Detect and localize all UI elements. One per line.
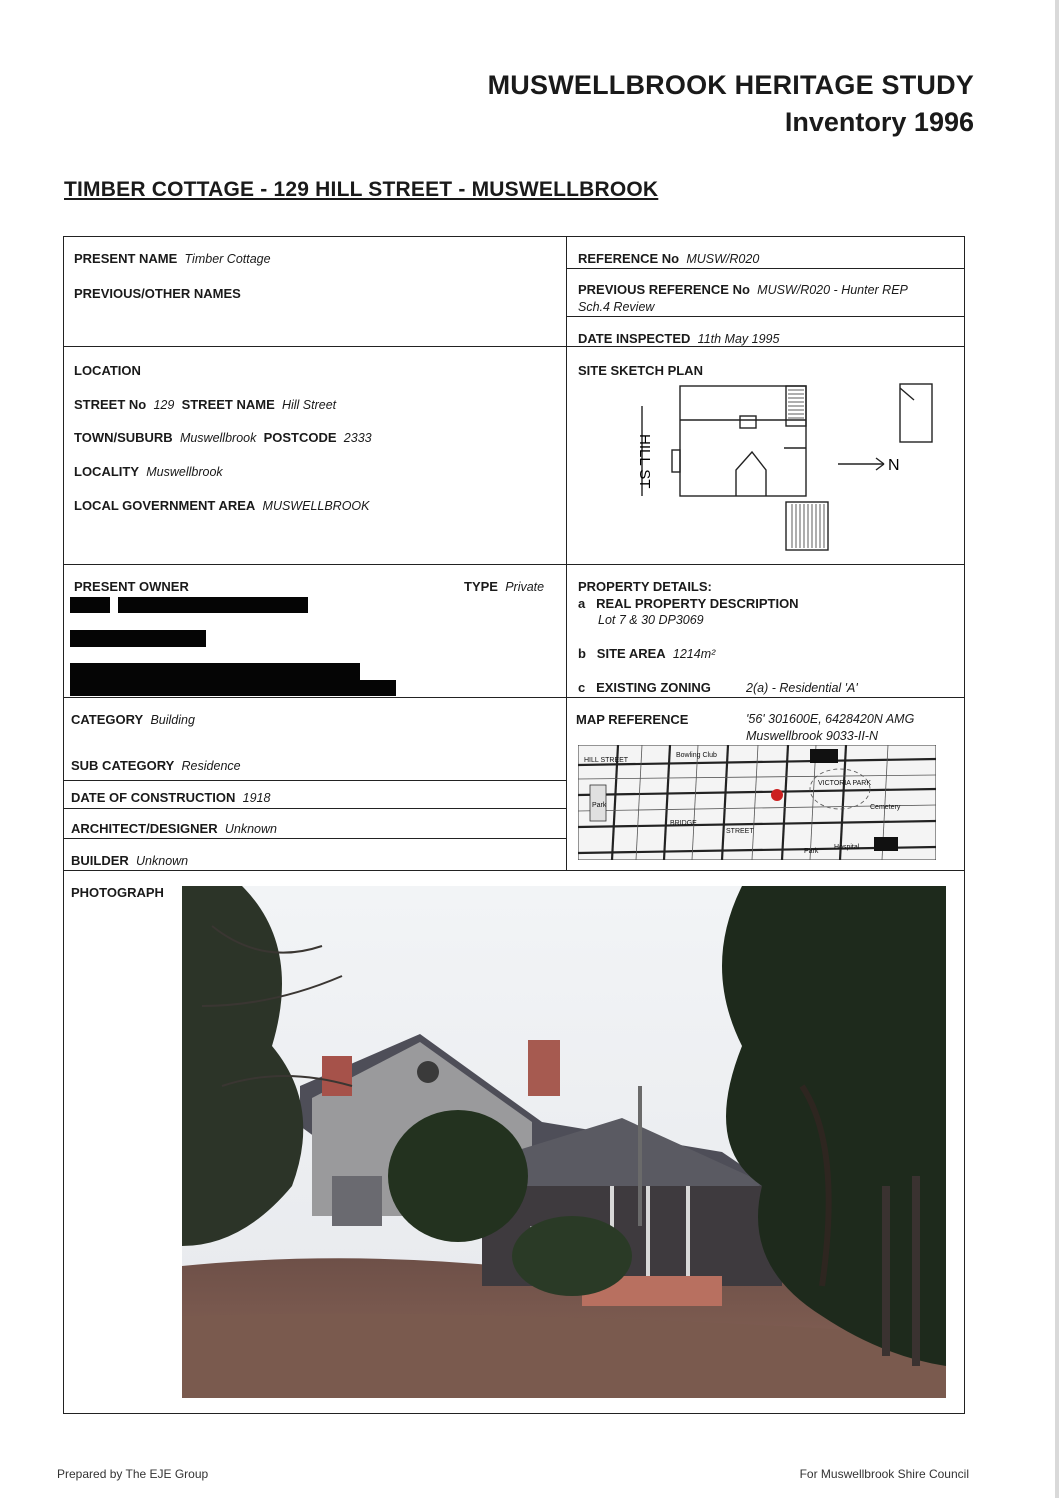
house-photograph bbox=[182, 886, 946, 1398]
photograph-label: PHOTOGRAPH bbox=[71, 885, 164, 900]
present-name-value: Timber Cottage bbox=[184, 252, 271, 266]
rule bbox=[63, 870, 965, 871]
builder-label: BUILDER bbox=[71, 853, 129, 868]
previous-reference-label: PREVIOUS REFERENCE No bbox=[578, 282, 750, 297]
redaction-bar bbox=[70, 630, 206, 647]
redaction-bar bbox=[70, 680, 396, 696]
previous-names-label: PREVIOUS/OTHER NAMES bbox=[74, 286, 241, 301]
map-label: Park bbox=[592, 802, 607, 809]
footer-for-council: For Muswellbrook Shire Council bbox=[799, 1467, 969, 1481]
sub-category-label: SUB CATEGORY bbox=[71, 758, 175, 773]
street-field bbox=[74, 397, 336, 412]
map-label: Park bbox=[804, 848, 819, 855]
reference-field bbox=[578, 251, 759, 266]
builder-value: Unknown bbox=[136, 854, 189, 868]
rule bbox=[63, 697, 965, 698]
sketch-north-label: N bbox=[888, 457, 900, 474]
site-area-field bbox=[578, 646, 715, 661]
page-edge-shadow bbox=[1055, 0, 1059, 1498]
locality-field bbox=[74, 464, 223, 479]
zoning-value: 2(a) - Residential 'A' bbox=[746, 681, 858, 695]
architect-label: ARCHITECT/DESIGNER bbox=[71, 821, 218, 836]
postcode-label: POSTCODE bbox=[263, 430, 337, 445]
zoning-label: EXISTING ZONING bbox=[596, 680, 711, 695]
site-area-value: 1214m² bbox=[672, 647, 716, 661]
date-inspected-value: 11th May 1995 bbox=[697, 332, 780, 346]
zoning-field bbox=[578, 680, 711, 695]
site-sketch-plan bbox=[614, 378, 954, 556]
map-reference-value-1: '56' 301600E, 6428420N AMG bbox=[746, 712, 915, 726]
town-field bbox=[74, 430, 372, 445]
date-inspected-label: DATE INSPECTED bbox=[578, 331, 691, 346]
rule bbox=[63, 808, 566, 809]
site-sketch-label: SITE SKETCH PLAN bbox=[578, 363, 703, 378]
architect-field bbox=[71, 821, 277, 836]
rule bbox=[63, 346, 566, 347]
previous-reference-value-line2: Sch.4 Review bbox=[578, 300, 655, 314]
redaction-bar bbox=[70, 663, 360, 680]
date-construction-label: DATE OF CONSTRUCTION bbox=[71, 790, 236, 805]
map-label: HILL STREET bbox=[584, 757, 629, 764]
street-no-value: 129 bbox=[153, 398, 175, 412]
map-label: STREET bbox=[726, 828, 754, 835]
date-construction-value: 1918 bbox=[242, 791, 271, 805]
builder-field bbox=[71, 853, 188, 868]
present-name-field bbox=[74, 251, 271, 266]
location-map bbox=[578, 745, 936, 860]
map-label: Bowling Club bbox=[676, 752, 717, 759]
lga-value: MUSWELLBROOK bbox=[262, 499, 370, 513]
map-label: Cemetery bbox=[870, 804, 901, 811]
sketch-street-label: HILL ST bbox=[636, 434, 653, 489]
architect-value: Unknown bbox=[224, 822, 277, 836]
date-construction-field bbox=[71, 790, 270, 805]
real-property-letter: a bbox=[578, 596, 586, 611]
category-label: CATEGORY bbox=[71, 712, 144, 727]
rule bbox=[566, 268, 965, 269]
locality-label: LOCALITY bbox=[74, 464, 139, 479]
present-owner-label: PRESENT OWNER bbox=[74, 579, 189, 594]
rule bbox=[63, 564, 965, 565]
rule bbox=[566, 346, 965, 347]
inventory-year: Inventory 1996 bbox=[784, 107, 974, 137]
owner-type-label: TYPE bbox=[464, 579, 498, 594]
document-title: TIMBER COTTAGE - 129 HILL STREET - MUSWELLBROOK bbox=[64, 178, 659, 201]
map-label: Hospital bbox=[834, 844, 860, 851]
lga-label: LOCAL GOVERNMENT AREA bbox=[74, 498, 256, 513]
rule bbox=[63, 780, 566, 781]
site-area-letter: b bbox=[578, 646, 586, 661]
real-property-field bbox=[578, 596, 799, 611]
reference-label: REFERENCE No bbox=[578, 251, 680, 266]
street-no-label: STREET No bbox=[74, 397, 147, 412]
real-property-value: Lot 7 & 30 DP3069 bbox=[598, 613, 704, 627]
previous-reference-field bbox=[578, 282, 908, 297]
location-heading: LOCATION bbox=[74, 363, 141, 378]
column-divider bbox=[566, 236, 567, 870]
map-reference-label: MAP REFERENCE bbox=[576, 712, 689, 727]
rule bbox=[566, 316, 965, 317]
locality-value: Muswellbrook bbox=[146, 465, 223, 479]
postcode-value: 2333 bbox=[343, 431, 372, 445]
map-label: BRIDGE bbox=[670, 820, 697, 827]
date-inspected-field bbox=[578, 331, 779, 346]
street-name-label: STREET NAME bbox=[181, 397, 275, 412]
category-value: Building bbox=[150, 713, 195, 727]
property-details-label: PROPERTY DETAILS: bbox=[578, 579, 712, 594]
present-name-label: PRESENT NAME bbox=[74, 251, 178, 266]
owner-type-value: Private bbox=[505, 580, 545, 594]
rule bbox=[63, 838, 566, 839]
map-reference-value-2: Muswellbrook 9033-II-N bbox=[746, 729, 878, 743]
site-area-label: SITE AREA bbox=[596, 646, 666, 661]
town-value: Muswellbrook bbox=[179, 431, 257, 445]
sub-category-field bbox=[71, 758, 241, 773]
redaction-bar bbox=[118, 597, 308, 613]
sub-category-value: Residence bbox=[181, 759, 241, 773]
study-title: MUSWELLBROOK HERITAGE STUDY bbox=[487, 70, 974, 100]
redaction-bar bbox=[70, 597, 110, 613]
zoning-letter: c bbox=[578, 680, 586, 695]
real-property-label: REAL PROPERTY DESCRIPTION bbox=[596, 596, 799, 611]
street-name-value: Hill Street bbox=[281, 398, 337, 412]
lga-field bbox=[74, 498, 370, 513]
map-label: VICTORIA PARK bbox=[818, 780, 872, 787]
reference-value: MUSW/R020 bbox=[686, 252, 760, 266]
footer-prepared-by: Prepared by The EJE Group bbox=[57, 1467, 209, 1481]
town-label: TOWN/SUBURB bbox=[74, 430, 173, 445]
owner-type-field bbox=[464, 579, 544, 594]
previous-reference-value: MUSW/R020 - Hunter REP bbox=[757, 283, 908, 297]
category-field bbox=[71, 712, 195, 727]
